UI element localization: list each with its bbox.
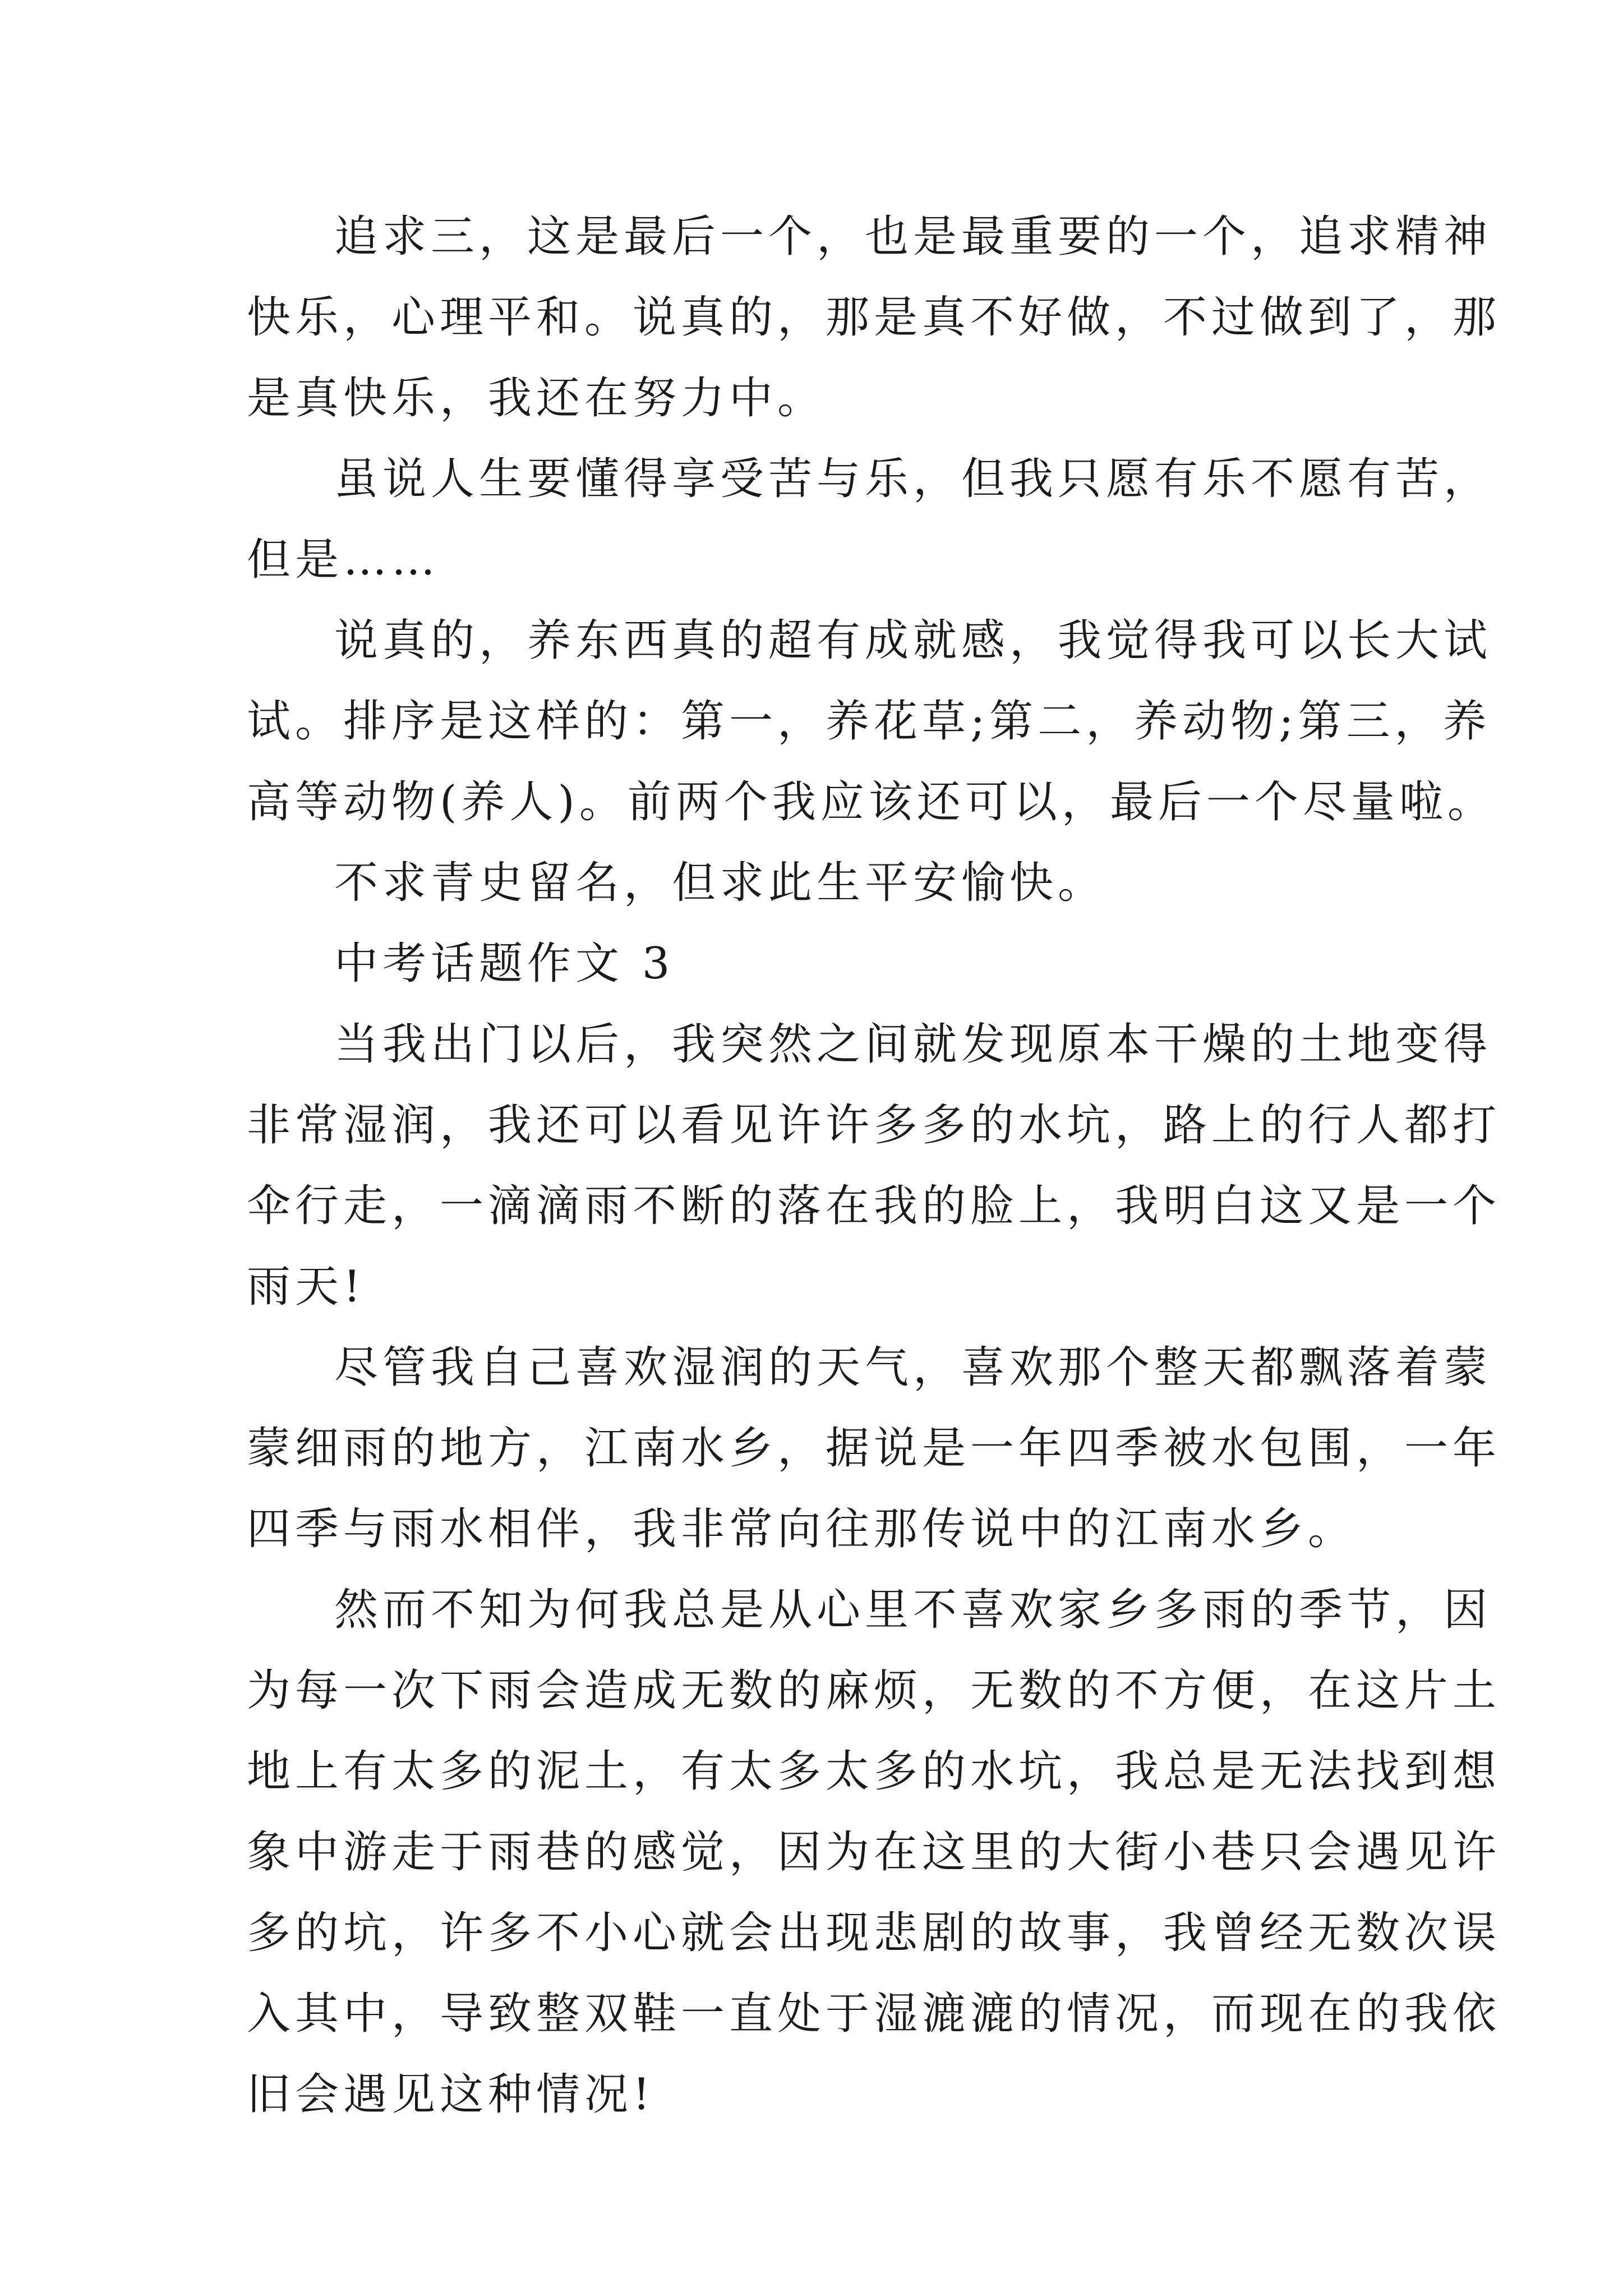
paragraph-line: 象中游走于雨巷的感觉，因为在这里的大街小巷只会遇见许 bbox=[247, 1827, 1501, 1878]
paragraph-line: 多的坑，许多不小心就会出现悲剧的故事，我曾经无数次误 bbox=[247, 1908, 1501, 1958]
paragraph-line: 高等动物(养人)。前两个我应该还可以，最后一个尽量啦。 bbox=[247, 777, 1496, 827]
paragraph-line: 不求青史留名，但求此生平安愉快。 bbox=[334, 858, 1106, 908]
paragraph-line: 是真快乐，我还在努力中。 bbox=[247, 373, 826, 424]
paragraph-line: 但是…… bbox=[247, 535, 440, 585]
paragraph-line: 雨天! bbox=[247, 1262, 366, 1312]
paragraph-line: 虽说人生要懂得享受苦与乐，但我只愿有乐不愿有苦， bbox=[334, 454, 1492, 504]
paragraph-line: 快乐，心理平和。说真的，那是真不好做，不过做到了，那 bbox=[247, 292, 1501, 343]
document-body bbox=[247, 196, 1501, 2135]
paragraph-line: 试。排序是这样的：第一，养花草;第二，养动物;第三，养 bbox=[247, 696, 1491, 747]
paragraph-line: 四季与雨水相伴，我非常向往那传说中的江南水乡。 bbox=[247, 1504, 1357, 1554]
paragraph-line: 旧会遇见这种情况! bbox=[247, 2069, 655, 2120]
paragraph-line: 蒙细雨的地方，江南水乡，据说是一年四季被水包围，一年 bbox=[247, 1423, 1501, 1474]
paragraph-line: 入其中，导致整双鞋一直处于湿漉漉的情况，而现在的我依 bbox=[247, 1989, 1501, 2039]
paragraph-line: 说真的，养东西真的超有成就感，我觉得我可以长大试 bbox=[334, 615, 1492, 666]
paragraph-line: 尽管我自己喜欢湿润的天气，喜欢那个整天都飘落着蒙 bbox=[334, 1342, 1492, 1393]
paragraph-line: 地上有太多的泥土，有太多太多的水坑，我总是无法找到想 bbox=[247, 1746, 1501, 1797]
paragraph-line: 追求三，这是最后一个，也是最重要的一个，追求精神 bbox=[334, 211, 1492, 262]
paragraph-line: 当我出门以后，我突然之间就发现原本干燥的土地变得 bbox=[334, 1019, 1492, 1070]
paragraph-line: 伞行走，一滴滴雨不断的落在我的脸上，我明白这又是一个 bbox=[247, 1181, 1501, 1231]
section-heading: 中考话题作文 3 bbox=[334, 938, 675, 989]
paragraph-line: 非常湿润，我还可以看见许许多多的水坑，路上的行人都打 bbox=[247, 1100, 1501, 1151]
paragraph-line: 然而不知为何我总是从心里不喜欢家乡多雨的季节，因 bbox=[334, 1585, 1492, 1635]
paragraph-line: 为每一次下雨会造成无数的麻烦，无数的不方便，在这片土 bbox=[247, 1665, 1501, 1716]
